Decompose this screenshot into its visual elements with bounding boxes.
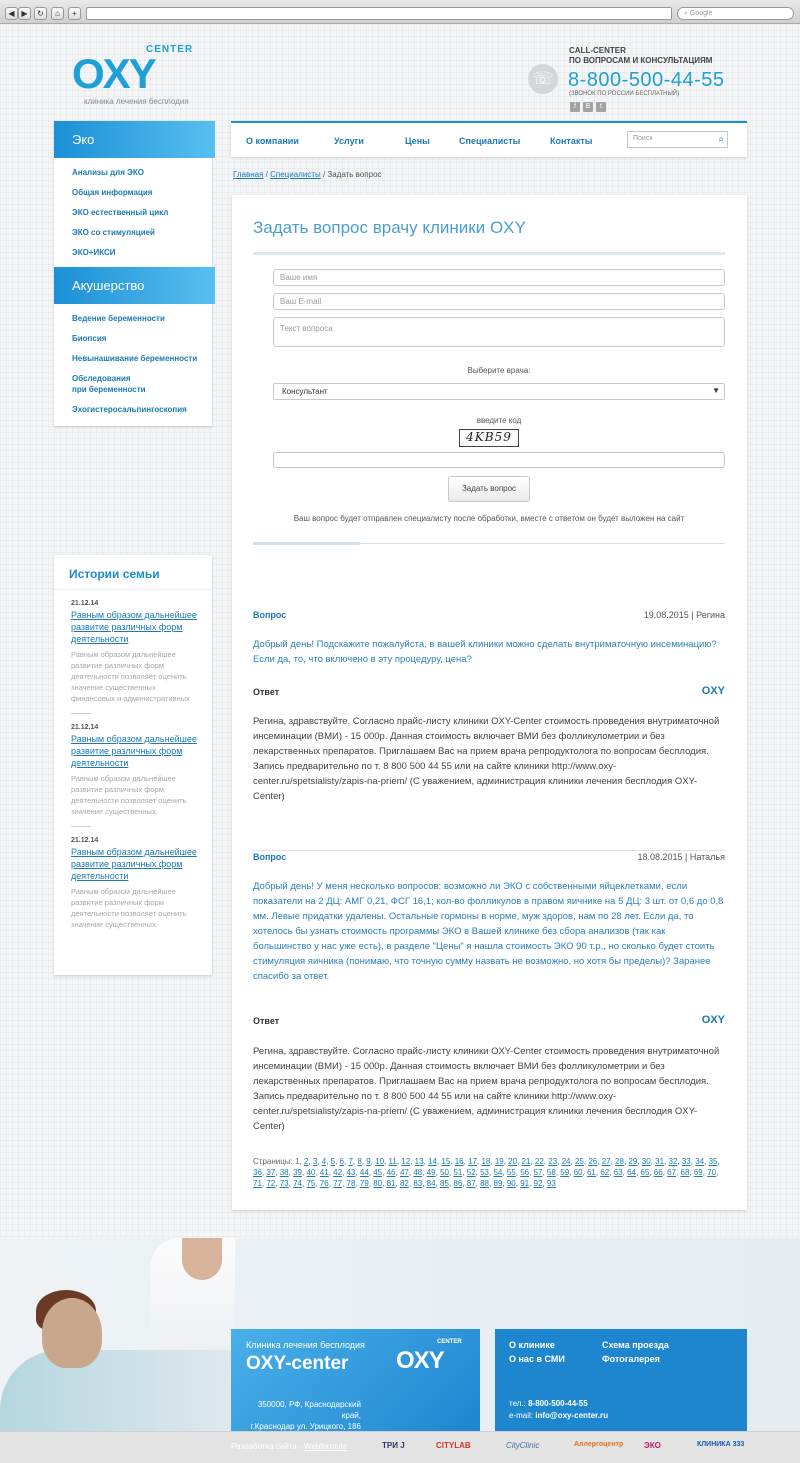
page-link[interactable]: 80	[373, 1179, 383, 1188]
reload-icon[interactable]: ↻	[34, 7, 47, 20]
answer-text: Регина, здравствуйте. Согласно прайс-листу клиники OXY-Center стоимость проведения внутриматочной инсеминации (ВМИ) - 15 000р. Данная стоимость включает ВМИ без фолликулометрии и без лекарственных препаратов. Приглашаем Вас на прием врача репродуктолога по вопросам бесплодия. Запись предварительно по т. 8 800 500 44 55 или на сайте клиники http://www.oxy-center.ru/spetsialisty/zapis-na-priem/ (С уважением, администрация клиники лечения бесплодия OXY-Center)	[253, 716, 720, 802]
story-divider	[71, 826, 91, 827]
page-link[interactable]: 8	[357, 1157, 362, 1166]
title-underline	[253, 252, 725, 255]
footer-link-about[interactable]: О клинике	[509, 1340, 555, 1350]
footer-email-link[interactable]: info@oxy-center.ru	[535, 1411, 608, 1420]
pagination: Страницы: 1, 2, 3, 4, 5, 6, 7, 8, 9, 10, 11, 12, 13, 14, 15, 16, 17, 18, 19, 20, 21, 22, 23, 24, 25, 26, 27, 28, 29, 30, 31, 32, 33, 34, 35, 36, 37, 38, 39, 40, 41, 42, 43, 44, 45, 46, 47, 48, 49, 50, 51, 52, 53, 54, 55, 56, 57, 58, 59, 60, 61, 62, 63, 64, 65, 66, 67, 68, 69, 70, 71, 72, 73, 74, 75, 76, 77, 78, 79, 80, 81, 82, 83, 84, 85, 86, 87, 88, 89, 90, 91, 92, 93	[253, 1157, 720, 1188]
footer-tel[interactable]: 8-800-500-44-55	[528, 1399, 588, 1408]
logo-subtitle: клиника лечения бесплодия	[84, 97, 189, 106]
page-link[interactable]: 38	[279, 1168, 289, 1177]
page-link[interactable]: 60	[573, 1168, 583, 1177]
footer-links-block	[495, 1329, 747, 1431]
partner-logo[interactable]: CityClinic	[506, 1441, 540, 1450]
footer-phone	[509, 1399, 588, 1408]
story-date: 21.12.14	[71, 724, 99, 731]
chevron-down-icon: ▼	[712, 386, 720, 395]
story-divider	[71, 713, 91, 714]
sidebar-item-eco-stimulation[interactable]: ЭКО со стимуляцией	[72, 228, 155, 237]
callcenter-block	[528, 46, 748, 116]
nav-prices[interactable]: Цены	[405, 136, 430, 146]
story-link[interactable]: Равным образом дальнейшее развитие различных форм деятельности	[71, 610, 197, 644]
callcenter-title-2: ПО ВОПРОСАМ И КОНСУЛЬТАЦИЯМ	[569, 56, 713, 65]
footer-bottom-bar	[0, 1431, 800, 1463]
phone-icon: ☏	[528, 64, 558, 94]
page-link[interactable]: 67	[667, 1168, 677, 1177]
story-date: 21.12.14	[71, 837, 99, 844]
page-link[interactable]: 28	[615, 1157, 624, 1166]
footer-email	[509, 1411, 608, 1420]
footer-tel-label: тел.:	[509, 1399, 526, 1408]
page-link[interactable]: 47	[399, 1168, 409, 1177]
footer-logo: OXY	[396, 1347, 444, 1374]
home-icon[interactable]: ⌂	[51, 7, 64, 20]
page-link[interactable]: 66	[653, 1168, 663, 1177]
page-link[interactable]: 55	[506, 1168, 516, 1177]
page-link[interactable]: 30	[641, 1157, 651, 1166]
page-link[interactable]: 10	[375, 1157, 385, 1166]
email-field[interactable]	[273, 293, 725, 310]
page-link[interactable]: 81	[386, 1179, 396, 1188]
page-link[interactable]: 62	[600, 1168, 610, 1177]
sidebar-obstetrics-title[interactable]: Акушерство	[54, 267, 215, 304]
story-text: Равным образом дальнейшее развитие различных форм деятельности позволяет оценить значение существенных финансовых и административных	[71, 650, 190, 703]
page-link[interactable]: 31	[655, 1157, 665, 1166]
page-link[interactable]: 24	[561, 1157, 571, 1166]
page-link[interactable]: 35	[708, 1157, 718, 1166]
breadcrumb-specialists[interactable]: Специалисты	[270, 170, 321, 179]
question-label: Вопрос	[253, 852, 287, 862]
main-nav	[231, 121, 747, 157]
page-link[interactable]: 49	[426, 1168, 436, 1177]
story-text: Равным образом дальнейшее развитие различных форм деятельности позволяет оценить значение существенных.	[71, 887, 187, 929]
story-item	[54, 837, 212, 930]
stories-title: Истории семьи	[54, 555, 212, 590]
story-link[interactable]: Равным образом дальнейшее развитие различных форм деятельности	[71, 734, 197, 768]
footer-address-line: 350000, РФ, Краснодарский край,	[257, 1400, 361, 1420]
page-link[interactable]: 39	[293, 1168, 302, 1177]
add-tab-icon[interactable]: +	[68, 7, 81, 20]
breadcrumb-sep: /	[320, 170, 328, 179]
sidebar-item-examinations[interactable]: Обследования при беременности	[72, 374, 146, 394]
partner-logo[interactable]: Аллергоцентр	[574, 1441, 624, 1448]
question-label: Вопрос	[253, 610, 287, 620]
page-link[interactable]: 77	[333, 1179, 343, 1188]
page-link[interactable]: 46	[386, 1168, 396, 1177]
page-link[interactable]: 42	[333, 1168, 343, 1177]
page-link[interactable]: 52	[466, 1168, 476, 1177]
callcenter-title	[569, 46, 712, 66]
page-link[interactable]: 83	[413, 1179, 423, 1188]
partner-logo[interactable]: CITYLAB	[436, 1441, 471, 1450]
story-item	[54, 600, 212, 704]
sidebar-item-eco-icsi[interactable]: ЭКО+ИКСИ	[72, 248, 116, 257]
page-link[interactable]: 79	[359, 1179, 369, 1188]
doctor-select[interactable]	[273, 383, 725, 400]
page-link[interactable]: 15	[441, 1157, 451, 1166]
page-link[interactable]: 89	[493, 1179, 503, 1188]
question-text: Добрый день! Подскажите пожалуйста, в вашей клиники можно сделать внутриматочную инсеминацию? Если да, то, что включено в эту процедуру, цена?	[253, 639, 717, 665]
sidebar-item-eco-natural[interactable]: ЭКО естественный цикл	[72, 208, 169, 217]
footer-clinic-subtitle: Клиника лечения бесплодия	[246, 1340, 365, 1350]
main-content	[232, 195, 747, 1210]
page-link[interactable]: 93	[546, 1179, 556, 1188]
footer-photo	[0, 1238, 235, 1431]
page-link[interactable]: 4	[321, 1157, 327, 1166]
story-text: Равным образом дальнейшее развитие различных форм деятельности позволяет оценить значение существенных.	[71, 774, 187, 816]
breadcrumb	[233, 170, 382, 179]
page-link[interactable]: 16	[454, 1157, 464, 1166]
pagination-label: Страницы:	[253, 1157, 296, 1166]
page-link[interactable]: 68	[680, 1168, 690, 1177]
footer-address	[246, 1399, 361, 1432]
page-link[interactable]: 41	[319, 1168, 329, 1177]
footer-clinic-block	[231, 1329, 480, 1431]
story-link[interactable]: Равным образом дальнейшее развитие различных форм деятельности	[71, 847, 197, 881]
site-logo[interactable]	[72, 44, 194, 110]
address-bar[interactable]	[86, 7, 672, 20]
breadcrumb-current: Задать вопрос	[327, 170, 382, 179]
browser-search-placeholder: Google	[689, 10, 713, 17]
question-text: Добрый день! У меня несколько вопросов: возможно ли ЭКО с собственными яйцеклетками, если показатели на 2 ДЦ: АМГ 0,21, ФСГ 16,1; кол-во фолликулов в правом яичнике на 5 ДЦ: 3 шт. от 0,6 до 0,8 мм. Левые придатки удалены. Остальные гормоны в норме, муж здоров, нам по 28 лет. Если да, то хотелось бы узнать стоимость программы ЭКО в Вашей клинике без сбора анализов (так как большинство у нас уже есть), в разделе "Цены" я нашла стоимость ЭКО 90 т.р., но сколько будет стоить стимуляция яичника (понимаю, что точную сумму назвать не возможно, но хотя бы пределы)? Заранее спасибо за ответ.	[253, 881, 724, 982]
email-placeholder: Ваш E-mail	[280, 297, 322, 306]
patient-body	[0, 1350, 235, 1431]
question-meta: 18.08.2015 | Наталья	[637, 852, 725, 862]
page-link[interactable]: 58	[546, 1168, 556, 1177]
page-link[interactable]: 45	[373, 1168, 383, 1177]
page-link[interactable]: 85	[440, 1179, 449, 1188]
developer-label: Разработка сайта -	[231, 1442, 304, 1451]
page-link[interactable]: 43	[346, 1168, 356, 1177]
page-link[interactable]: 13	[414, 1157, 424, 1166]
page-link[interactable]: 17	[468, 1157, 477, 1166]
breadcrumb-home[interactable]: Главная	[233, 170, 264, 179]
page-link[interactable]: 54	[493, 1168, 503, 1177]
page-link[interactable]: 40	[306, 1168, 316, 1177]
sidebar-item-miscarriage[interactable]: Невынашивание беременности	[72, 354, 198, 363]
page-link[interactable]: 25	[574, 1157, 584, 1166]
footer-address-line: г.Краснодар ул. Урицкого, 186	[250, 1422, 361, 1431]
page-link[interactable]: 9	[366, 1157, 371, 1166]
page-link[interactable]: 69	[693, 1168, 703, 1177]
page-link[interactable]: 14	[428, 1157, 437, 1166]
page-link[interactable]: 33	[681, 1157, 691, 1166]
page-link[interactable]: 21	[521, 1157, 531, 1166]
nav-contacts[interactable]: Контакты	[550, 136, 593, 146]
page-link[interactable]: 74	[293, 1179, 302, 1188]
name-placeholder: Ваше имя	[280, 273, 318, 282]
partner-logo[interactable]: ТРИ J	[382, 1441, 405, 1450]
page-link[interactable]: 48	[413, 1168, 423, 1177]
story-date: 21.12.14	[71, 600, 99, 607]
developer-link[interactable]: Webformula	[303, 1442, 347, 1451]
page-link[interactable]: 27	[601, 1157, 611, 1166]
page-link[interactable]: 44	[359, 1168, 369, 1177]
question-textarea[interactable]	[273, 317, 725, 347]
page-link[interactable]: 12	[401, 1157, 411, 1166]
question-meta: 19.08.2015 | Регина	[643, 610, 725, 620]
qa-divider	[253, 850, 725, 851]
forward-icon[interactable]: ▶	[18, 7, 31, 20]
submit-question-button[interactable]: Задать вопрос	[448, 476, 530, 502]
sidebar-eco-title[interactable]: Эко	[54, 121, 215, 158]
facebook-icon[interactable]: f	[570, 102, 580, 112]
page-link[interactable]: 71	[253, 1179, 262, 1188]
page-link[interactable]: 36	[253, 1168, 262, 1177]
page-link[interactable]: 76	[319, 1179, 329, 1188]
nav-about[interactable]: О компании	[246, 136, 299, 146]
page-link[interactable]: 90	[506, 1179, 516, 1188]
search-icon: ⌕	[684, 10, 690, 17]
page-link[interactable]: 63	[613, 1168, 623, 1177]
footer-link-gallery[interactable]: Фотогалерея	[602, 1354, 660, 1364]
form-divider-accent	[253, 542, 360, 545]
callcenter-note: (ЗВОНОК ПО РОССИИ БЕСПЛАТНЫЙ)	[569, 91, 680, 97]
browser-search-input[interactable]	[677, 7, 794, 20]
page-link[interactable]: 32	[668, 1157, 678, 1166]
sidebar-item-echo[interactable]: Эхогистеросальпингоскопия	[72, 405, 187, 414]
page-link[interactable]: 5	[330, 1157, 336, 1166]
footer-link-media[interactable]: О нас в СМИ	[509, 1354, 565, 1364]
page-link[interactable]: 50	[440, 1168, 449, 1177]
page-link[interactable]: 70	[707, 1168, 717, 1177]
page-link[interactable]: 56	[520, 1168, 530, 1177]
question-placeholder: Текст вопроса	[280, 324, 333, 333]
page-link[interactable]: 19	[494, 1157, 504, 1166]
sidebar-item-eco-info[interactable]: Общая информация	[72, 188, 153, 197]
answer-logo: OXY	[701, 1014, 725, 1026]
page-link[interactable]: 29	[628, 1157, 638, 1166]
sidebar-item-biopsy[interactable]: Биопсия	[72, 334, 107, 343]
sidebar-item-eco-analysis[interactable]: Анализы для ЭКО	[72, 168, 144, 177]
page-link[interactable]: 73	[279, 1179, 289, 1188]
page-link[interactable]: 59	[560, 1168, 570, 1177]
doctor-select-value: Консультант	[282, 387, 328, 396]
page-link[interactable]: 7	[348, 1157, 353, 1166]
page-link: 1	[295, 1157, 300, 1166]
page-link[interactable]: 92	[533, 1179, 543, 1188]
page-link[interactable]: 22	[534, 1157, 544, 1166]
answer-label: Ответ	[253, 1016, 280, 1026]
site-search-placeholder: Поиск	[633, 135, 653, 142]
sidebar-obstetrics-list	[54, 304, 212, 430]
page-link[interactable]: 65	[640, 1168, 650, 1177]
page-link[interactable]: 2	[303, 1157, 309, 1166]
answer-text: Регина, здравствуйте. Согласно прайс-листу клиники OXY-Center стоимость проведения внутриматочной инсеминации (ВМИ) - 15 000р. Данная стоимость включает ВМИ без фолликулометрии и без лекарственных препаратов. Приглашаем Вас на прием врача репродуктолога по вопросам бесплодия. Запись предварительно по т. 8 800 500 44 55 или на сайте клиники http://www.oxy-center.ru/spetsialisty/zapis-na-priem/ (С уважением, администрация клиники лечения бесплодия OXY-Center)	[253, 1046, 720, 1132]
page-link[interactable]: 88	[480, 1179, 490, 1188]
logo-center: CENTER	[146, 44, 194, 55]
family-stories	[54, 555, 212, 975]
sidebar-eco-list	[54, 158, 212, 267]
answer-label: Ответ	[253, 687, 280, 697]
page-link[interactable]: 18	[481, 1157, 491, 1166]
form-note: Ваш вопрос будет отправлен специалисту после обработки, вместе с ответом он будет выложен на сайт	[293, 514, 685, 523]
page-link[interactable]: 53	[480, 1168, 490, 1177]
page-link[interactable]: 87	[466, 1179, 476, 1188]
page-link[interactable]: 20	[508, 1157, 518, 1166]
nav-services[interactable]: Услуги	[334, 136, 364, 146]
nav-specialists[interactable]: Специалисты	[459, 136, 521, 146]
page-link[interactable]: 82	[399, 1179, 409, 1188]
captcha-image: 4KB59	[459, 429, 519, 447]
page-link[interactable]: 23	[548, 1157, 558, 1166]
search-icon[interactable]: ⌕	[718, 134, 724, 145]
page-link[interactable]: 91	[520, 1179, 530, 1188]
sidebar-categories	[54, 121, 212, 426]
back-icon[interactable]: ◀	[5, 7, 18, 20]
footer-logo-center: CENTER	[437, 1339, 462, 1345]
site-search-input[interactable]	[627, 131, 728, 148]
page-link[interactable]: 51	[453, 1168, 463, 1177]
answer-logo: OXY	[701, 685, 725, 697]
callcenter-phone[interactable]: 8-800-500-44-55	[568, 69, 725, 91]
page-link[interactable]: 72	[266, 1179, 276, 1188]
page-link[interactable]: 26	[588, 1157, 598, 1166]
page-link[interactable]: 78	[346, 1179, 356, 1188]
page-link[interactable]: 3	[312, 1157, 318, 1166]
callcenter-title-1: CALL-CENTER	[569, 46, 626, 55]
page-link[interactable]: 86	[453, 1179, 463, 1188]
developer-credit	[231, 1442, 347, 1451]
captcha-input[interactable]	[273, 452, 725, 468]
partner-logo[interactable]: КЛИНИКА 333	[697, 1441, 745, 1448]
page-link[interactable]: 37	[266, 1168, 276, 1177]
sidebar-item-pregnancy[interactable]: Ведение беременности	[72, 314, 165, 323]
browser-toolbar	[0, 0, 800, 24]
footer-clinic-name: OXY-center	[246, 1353, 349, 1374]
twitter-icon[interactable]: t	[596, 102, 606, 112]
page-link[interactable]: 57	[533, 1168, 543, 1177]
code-label: введите код	[476, 416, 522, 425]
story-item	[54, 724, 212, 817]
page-title: Задать вопрос врачу клиники OXY	[253, 218, 526, 237]
patient-face	[42, 1298, 102, 1368]
page-link[interactable]: 11	[388, 1157, 397, 1166]
breadcrumb-sep: /	[263, 170, 271, 179]
page-link[interactable]: 6	[339, 1157, 344, 1166]
page-link[interactable]: 75	[306, 1179, 316, 1188]
doctor-label: Выберите врача:	[467, 366, 531, 375]
footer-link-route[interactable]: Схема проезда	[602, 1340, 669, 1350]
page-link[interactable]: 84	[426, 1179, 436, 1188]
page-link[interactable]: 34	[695, 1157, 705, 1166]
vk-icon[interactable]: В	[583, 102, 593, 112]
page-link[interactable]: 61	[586, 1168, 596, 1177]
page-link[interactable]: 64	[627, 1168, 636, 1177]
doctor-head	[182, 1238, 222, 1280]
name-field[interactable]	[273, 269, 725, 286]
partner-logo[interactable]: ЭКО	[644, 1441, 661, 1450]
logo-name: OXY	[72, 50, 155, 97]
footer-email-label: e-mail:	[509, 1411, 534, 1420]
